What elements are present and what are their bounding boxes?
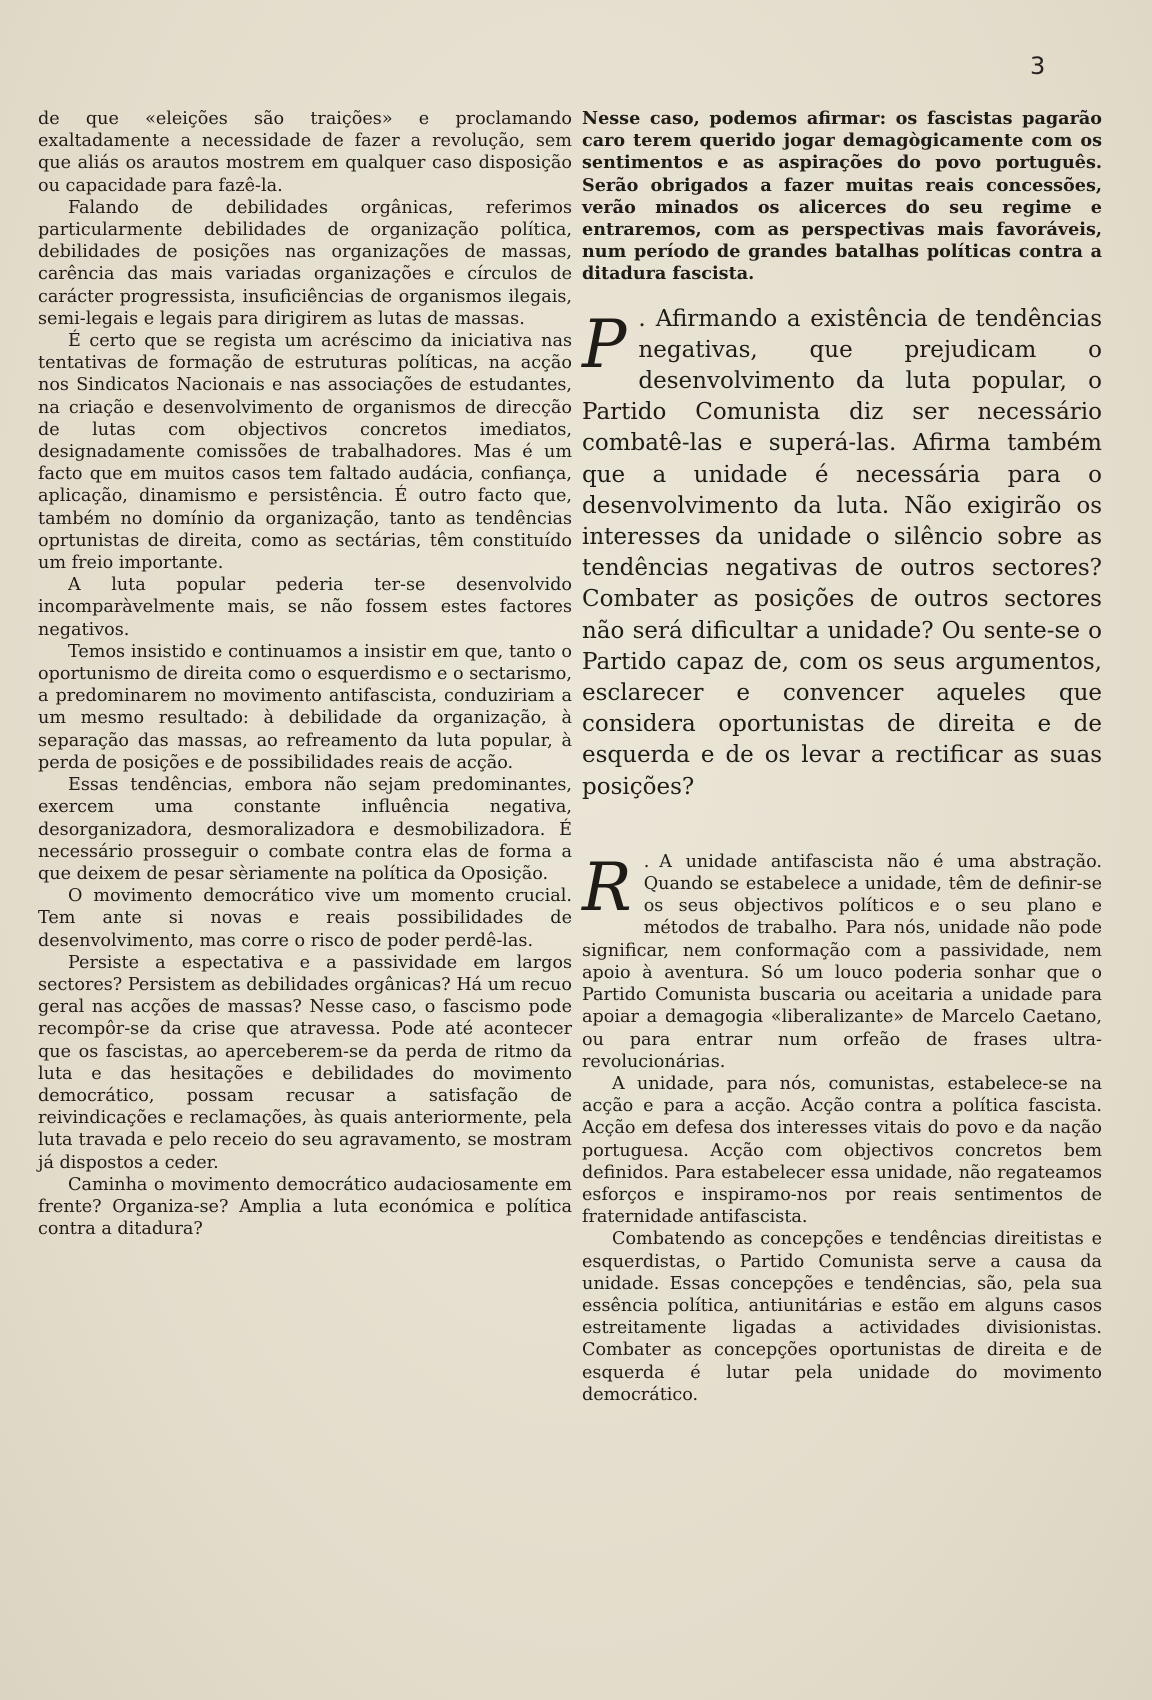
- paragraph: Persiste a espectativa e a passividade em largos sectores? Persistem as debilidades orgânicas? Há um recuo geral nas acções de massas? Nesse caso, o fascismo pode recompôr-se da crise que atravessa. Pode até acontecer que os fascistas, ao aperceberem-se da perda de ritmo da luta e das hesitações e debilidades do movimento democrático, possam recusar a satisfação de reivindicações e reclamações, às quais anteriormente, pela luta travada e pelo receio do seu agravamento, se mostram já dispostos a ceder.: [38, 952, 572, 1173]
- paragraph: É certo que se regista um acréscimo da iniciativa nas tentativas de formação de estruturas políticas, na acção nos Sindicatos Nacionais e nas associações de estudantes, na criação e desenvolvimento de organismos de direcção de lutas com objectivos concretos imediatos, designadamente comissões de trabalhadores. Mas é um facto que em muitos casos tem faltado audácia, confiança, aplicação, dinamismo e persistência. É outro facto que, também no domínio da organização, tanto as tendências oprtunistas de direita, como as sectárias, têm constituído um freio importante.: [38, 331, 572, 574]
- page-number: 3: [1030, 52, 1046, 80]
- question-text: Afirmando a existência de tendências negativas, que prejudicam o desenvolvimento da luta popular, o Partido Comunista diz ser necessário combatê-las e superá-las. Afirma também que a unidade é necessária para o desenvolvimento da luta. Não exigirão os interesses da unidade o silêncio sobre as tendências negativas de outros sectores? Combater as posições de outros sectores não será dificultar a unidade? Ou sente-se o Partido capaz de, com os seus argumentos, esclarecer e convencer aqueles que considera oportunistas de direita e de esquerda e de os levar a rectificar as suas posições?: [582, 305, 1102, 800]
- paragraph: O movimento democrático vive um momento crucial. Tem ante si novas e reais possibilidades de desenvolvimento, mas corre o risco de poder perdê-las.: [38, 886, 572, 951]
- paragraph: Essas tendências, embora não sejam predominantes, exercem uma constante influência negativa, desorganizadora, desmoralizadora e desmobilizadora. É necessário prosseguir o combate contra elas de forma a que deixem de pesar sèriamente na política da Oposição.: [38, 775, 572, 884]
- paragraph: de que «eleições são traições» e proclamando exaltadamente a necessidade de fazer a revolução, sem que aliás os arautos mostrem em qualquer caso disposição ou capacidade para fazê-la.: [38, 109, 572, 196]
- paragraph: A luta popular pederia ter-se desenvolvido incomparàvelmente mais, se não fossem estes factores negativos.: [38, 575, 572, 640]
- dropcap-dot: .: [638, 305, 646, 332]
- question-paragraph: [582, 304, 1102, 803]
- answer-text: A unidade antifascista não é uma abstração. Quando se estabelece a unidade, têm de definir-se os seus objectivos políticos e o seu plano e métodos de trabalho. Para nós, unidade não pode significar, nem conformação com a passividade, nem apoio à aventura. Só um louco poderia sonhar que o Partido Comunista buscaria ou aceitaria a unidade para apoiar a demagogia «liberalizante» de Marcelo Caetano, ou para entrar num orfeão de frases ultra-revolucionárias.: [582, 851, 1102, 1072]
- answer-paragraph: [582, 848, 1102, 1073]
- left-column: [38, 108, 572, 1240]
- right-column: [582, 108, 1102, 1406]
- paragraph: Caminha o movimento democrático audaciosamente em frente? Organiza-se? Amplia a luta económica e política contra a ditadura?: [38, 1174, 572, 1240]
- paragraph: Combatendo as concepções e tendências direitistas e esquerdistas, o Partido Comunista serve a causa da unidade. Essas concepções e tendências, são, pela sua essência política, antiunitárias e estão em alguns casos estreitamente ligadas a actividades divisionistas. Combater as concepções oportunistas de direita e de esquerda é lutar pela unidade do movimento democrático.: [582, 1229, 1102, 1405]
- answer-block: [582, 848, 1102, 1073]
- paragraph: A unidade, para nós, comunistas, estabelece-se na acção e para a acção. Acção contra a política fascista. Acção em defesa dos interesses vitais do povo e da nação portuguesa. Acção com objectivos concretos bem definidos. Para estabelecer essa unidade, não regateamos esforços e inspiramo-nos por reais sentimentos de fraternidade antifascista.: [582, 1073, 1102, 1228]
- dropcap-dot: .: [643, 851, 650, 872]
- paragraph: Falando de debilidades orgânicas, referimos particularmente debilidades de organização política, debilidades de posições nas organizações de massas, carência das mais variadas organizações e círculos de carácter progressista, insuficiências de organismos ilegais, semi-legais e legais para dirigirem as lutas de massas.: [38, 197, 572, 329]
- dropcap-r: R: [582, 848, 632, 926]
- paragraph: Temos insistido e continuamos a insistir em que, tanto o oportunismo de direita como o esquerdismo e o sectarismo, a predominarem no movimento antifascista, conduziriam a um mesmo resultado: à debilidade da organização, à separação das massas, ao refreamento da luta popular, à perda de posições e de possibilidades reais de acção.: [38, 641, 572, 773]
- question-block: [582, 304, 1102, 803]
- dropcap-p: P: [582, 305, 627, 383]
- intro-paragraph: Nesse caso, podemos afirmar: os fascistas pagarão caro terem querido jogar demagògicamente com os sentimentos e as aspirações do povo português. Serão obrigados a fazer muitas reais concessões, verão minados os alicerces do seu regime e entraremos, com as perspectivas mais favoráveis, num período de grandes batalhas políticas contra a ditadura fascista.: [582, 108, 1102, 285]
